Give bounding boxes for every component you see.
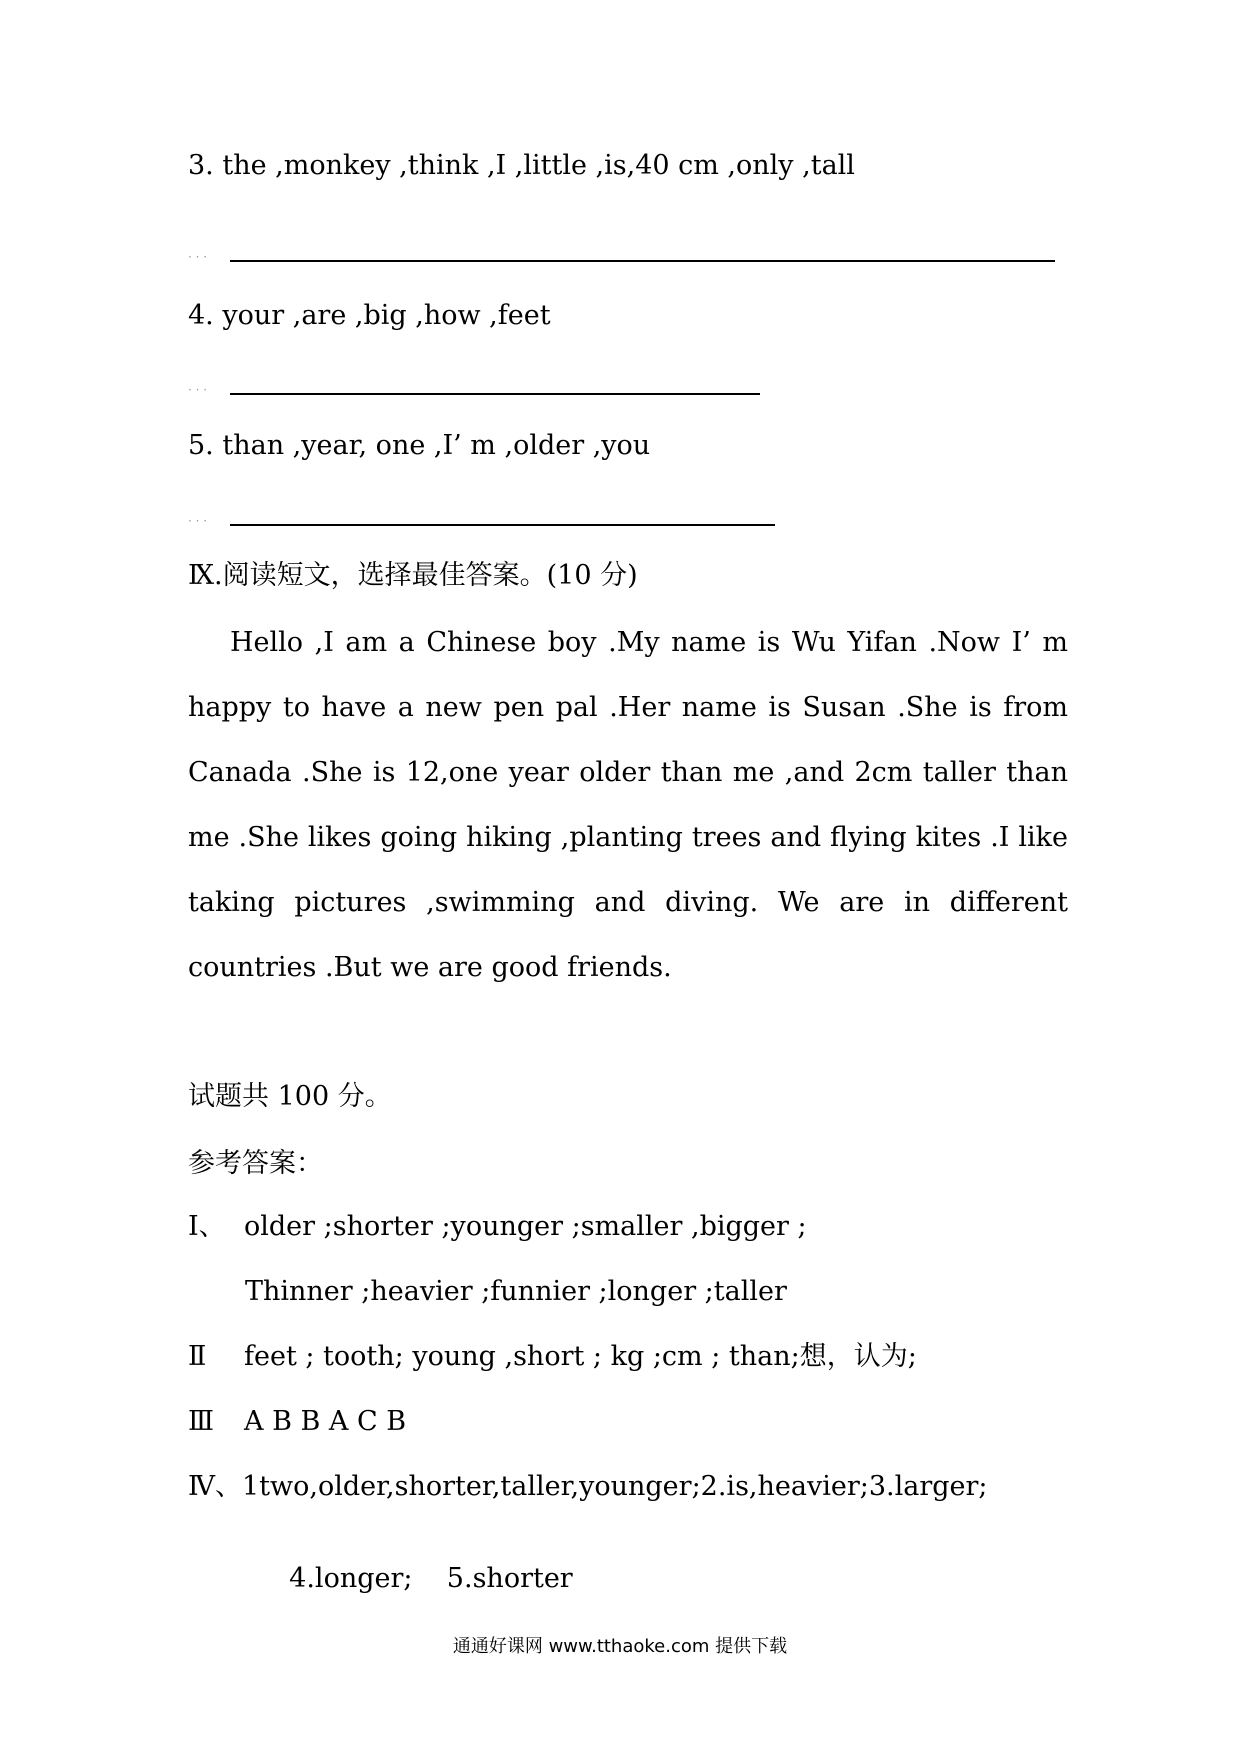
- answer-text: older ;shorter ;younger ;smaller ,bigger ;: [244, 1211, 807, 1242]
- answers-heading: 参考答案：: [188, 1148, 323, 1179]
- answer-blank-3[interactable]: [230, 260, 1055, 262]
- answer-label: Ⅲ: [188, 1406, 215, 1437]
- question-3-number: 3.: [188, 150, 214, 181]
- answer-text: 1two,older,shorter,taller,younger;2.is,heavier;3.larger;: [241, 1471, 988, 1502]
- page-footer: 通通好课网 www.tthaoke.com 提供下载: [452, 1636, 788, 1657]
- dots: · · ·: [188, 250, 208, 264]
- answer-label: Ⅱ: [188, 1341, 207, 1372]
- question-3-words: the ,monkey ,think ,I ,little ,is,40 cm ,only ,tall: [222, 150, 855, 181]
- answer-label: Ⅳ、: [188, 1471, 242, 1502]
- question-3: [188, 152, 855, 179]
- answer-label: Ⅰ、: [188, 1211, 226, 1242]
- question-4-words: your ,are ,big ,how ,feet: [222, 300, 551, 331]
- answer-text: A B B A C B: [244, 1406, 407, 1437]
- answer-row-1: [188, 1213, 807, 1240]
- question-5-words: than ,year, one ,I’ m ,older ,you: [222, 430, 651, 461]
- question-5-number: 5.: [188, 430, 214, 461]
- answer-blank-5[interactable]: [230, 524, 775, 526]
- answer-text: Thinner ;heavier ;funnier ;longer ;taller: [245, 1276, 787, 1307]
- reading-passage: Hello ,I am a Chinese boy .My name is Wu Yifan .Now I’ m happy to have a new pen pal .Her name is Susan .She is from Canada .She is 12,one year older than me ,and 2cm taller than me .She likes going hiking ,planting trees and flying kites .I like taking pictures ,swimming and diving. We are in different countries .But we are good friends.: [188, 627, 1068, 983]
- answer-row-4: [188, 1408, 406, 1435]
- total-score: 试题共 100 分。: [188, 1081, 392, 1112]
- question-4: [188, 302, 551, 329]
- answer-blank-4[interactable]: [230, 393, 760, 395]
- answer-row-2: [245, 1278, 787, 1305]
- question-4-number: 4.: [188, 300, 214, 331]
- answer-row-6: [272, 1538, 573, 1592]
- answer-row-3: [188, 1343, 917, 1370]
- answer-text: feet ; tooth; young ,short ; kg ;cm ; than;想，认为;: [244, 1341, 917, 1372]
- question-5: [188, 432, 650, 459]
- answer-row-5: [188, 1473, 988, 1500]
- dots: · · ·: [188, 383, 208, 397]
- section-9-heading: Ⅸ.阅读短文，选择最佳答案。(10 分): [188, 560, 638, 591]
- answer-text: 4.longer; 5.shorter: [289, 1563, 573, 1594]
- dots: · · ·: [188, 514, 208, 528]
